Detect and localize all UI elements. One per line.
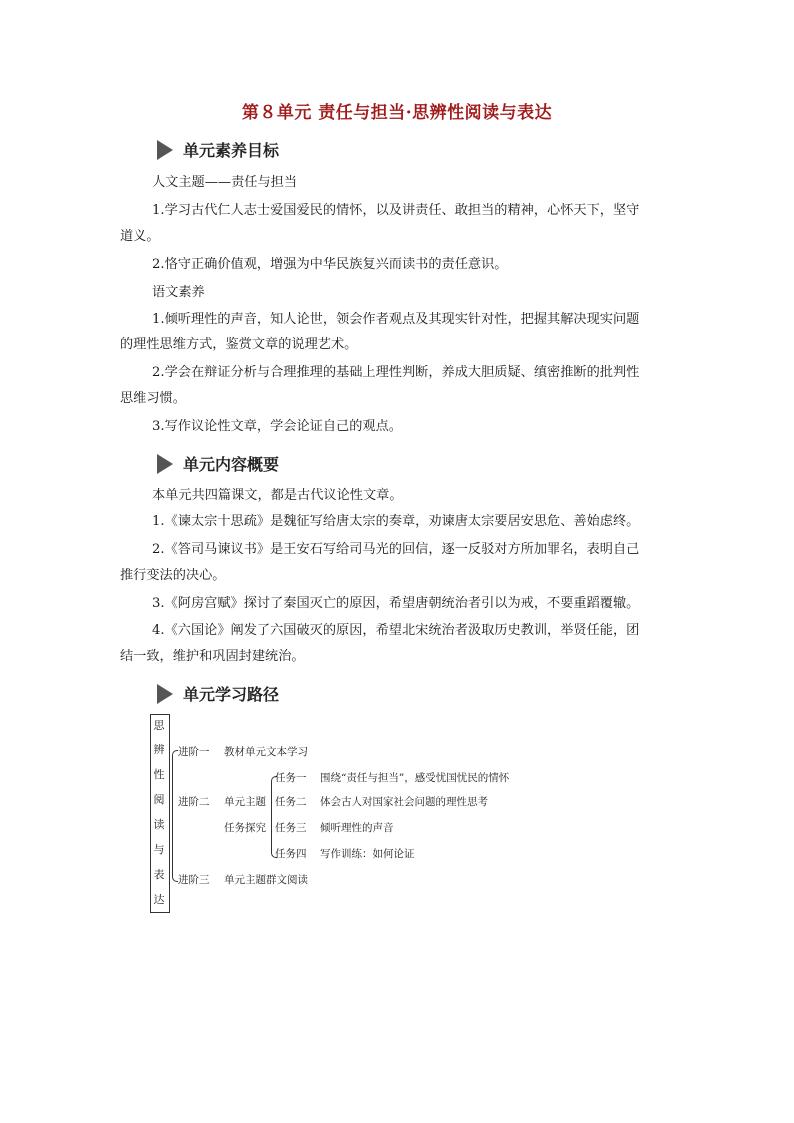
vertical-title-char: 读	[153, 818, 165, 831]
stage-text: 任务探究	[224, 822, 266, 834]
text-line: 结一致，维护和巩固封建统治。	[120, 649, 305, 664]
stage-label: 进阶一	[178, 746, 210, 758]
vertical-title-char: 性	[153, 768, 165, 781]
triangle-bullet-icon	[157, 684, 173, 704]
text-line: 3.《阿房宫赋》探讨了秦国灭亡的原因，希望唐朝统治者引以为戒，不要重蹈覆辙。	[152, 596, 640, 611]
text-line: 2.学会在辩证分析与合理推理的基础上理性判断，养成大胆质疑、缜密推断的批判性	[152, 365, 640, 380]
learning-path-diagram	[150, 714, 550, 914]
text-line: 2.恪守正确价值观，增强为中华民族复兴而读书的责任意识。	[152, 257, 508, 272]
text-line: 4.《六国论》阐发了六国破灭的原因，希望北宋统治者汲取历史教训，举贤任能，团	[152, 623, 640, 638]
vertical-title-char: 辨	[153, 743, 165, 756]
text-line: 人文主题——责任与担当	[152, 175, 298, 190]
vertical-title-char: 思	[153, 719, 165, 732]
section-heading-path	[157, 682, 279, 705]
stage-text: 单元主题群文阅读	[224, 874, 308, 886]
task-text: 写作训练：如何论证	[320, 848, 415, 860]
stage-label: 进阶二	[178, 796, 210, 808]
text-line: 的理性思维方式，鉴赏文章的说理艺术。	[120, 337, 358, 352]
section-heading-label: 单元素养目标	[183, 141, 280, 160]
text-line: 3.写作议论性文章，学会论证自己的观点。	[152, 419, 402, 434]
stage-text: 教材单元文本学习	[224, 746, 308, 758]
task-text: 体会古人对国家社会问题的理性思考	[320, 796, 488, 808]
vertical-title-char: 与	[153, 843, 165, 856]
stage-label: 进阶三	[178, 874, 210, 886]
text-line: 语文素养	[152, 285, 205, 300]
page-title: 第８单元 责任与担当·思辨性阅读与表达	[241, 103, 553, 123]
vertical-title-char: 达	[153, 893, 165, 906]
text-line: 1.倾听理性的声音，知人论世，领会作者观点及其现实针对性，把握其解决现实问题	[152, 312, 640, 327]
task-text: 倾听理性的声音	[320, 822, 394, 834]
main-brace	[172, 750, 178, 882]
section-heading-content	[157, 452, 279, 475]
triangle-bullet-icon	[157, 454, 173, 474]
text-line: 思维习惯。	[120, 391, 186, 406]
text-line: 2.《答司马谏议书》是王安石写给司马光的回信，逐一反驳对方所加罪名，表明自己	[152, 542, 640, 557]
vertical-title-char: 表	[153, 868, 165, 881]
section-heading-label: 单元内容概要	[183, 455, 280, 474]
task-label: 任务四	[275, 848, 307, 860]
task-label: 任务二	[275, 796, 307, 808]
section-heading-label: 单元学习路径	[183, 685, 280, 704]
triangle-bullet-icon	[157, 140, 173, 160]
section-heading-goals	[157, 138, 279, 161]
task-text: 围绕“责任与担当”，感受忧国忧民的情怀	[320, 772, 510, 784]
text-line: 1.《谏太宗十思疏》是魏征写给唐太宗的奏章，劝谏唐太宗要居安思危、善始虑终。	[152, 514, 640, 529]
text-line: 本单元共四篇课文，都是古代议论性文章。	[152, 488, 403, 503]
task-label: 任务三	[275, 822, 307, 834]
text-line: 推行变法的决心。	[120, 568, 226, 583]
vertical-title-char: 阅	[153, 793, 165, 806]
stage-text: 单元主题	[224, 796, 266, 808]
text-line: 道义。	[120, 229, 160, 244]
task-label: 任务一	[275, 772, 307, 784]
text-line: 1.学习古代仁人志士爱国爱民的情怀，以及讲责任、敢担当的精神，心怀天下，坚守	[152, 203, 640, 218]
